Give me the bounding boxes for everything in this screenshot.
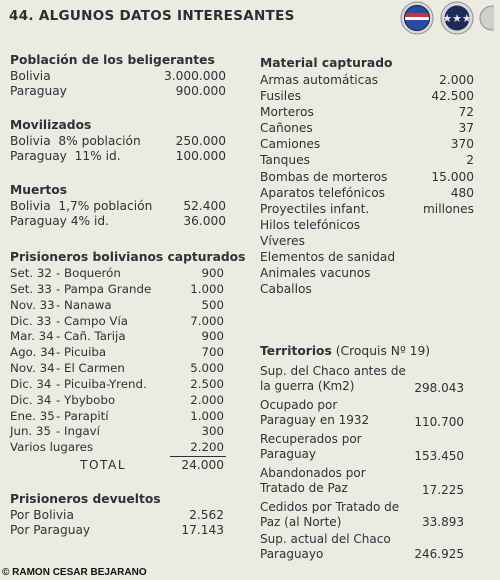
row-label: Por Paraguay <box>10 523 91 538</box>
row-value: 15.000 <box>431 169 474 184</box>
prisoner-date: Mar. 34 <box>10 329 54 344</box>
page-title: 44. ALGUNOS DATOS INTERESANTES <box>9 8 295 24</box>
list-item <box>10 345 226 361</box>
list-item <box>10 298 226 314</box>
devueltos-section <box>10 491 226 538</box>
section-title: Prisioneros devueltos <box>10 492 161 507</box>
row-label: Paraguay <box>10 84 67 98</box>
row-label: Armas automáticas <box>260 73 379 87</box>
data-row <box>260 217 474 233</box>
left-column <box>10 52 246 538</box>
territorios-section <box>260 343 474 562</box>
row-label: Abandonados por Tratado de Paz <box>260 466 366 496</box>
data-row <box>10 214 226 229</box>
copyright-credit: © RAMON CESAR BEJARANO <box>2 567 147 578</box>
row-label: Caballos <box>260 282 312 297</box>
data-row <box>260 104 474 120</box>
prisoner-date: Dic. 34 <box>10 392 52 407</box>
row-value: 370 <box>450 137 474 152</box>
data-row <box>260 249 474 265</box>
row-label: Víveres <box>260 233 306 248</box>
section-title: Material capturado <box>260 56 393 70</box>
row-value: 2.562 <box>189 508 224 523</box>
total-value: 24.000 <box>181 458 224 473</box>
row-label: Sup. actual del Chaco Paraguayo <box>260 532 391 562</box>
prisoner-count: 7.000 <box>190 313 224 328</box>
data-row <box>10 149 226 164</box>
row-value: 33.893 <box>422 515 464 529</box>
row-label: Bolivia 8% población <box>10 134 141 148</box>
prisoner-place: - Pampa Grande <box>56 281 152 296</box>
row-value: 153.450 <box>414 449 464 463</box>
varios-label: Varios lugares <box>10 440 94 455</box>
right-column <box>260 55 474 562</box>
prisoner-count: 900 <box>201 266 224 280</box>
data-row <box>260 364 474 396</box>
row-label: Aparatos telefónicos <box>260 185 386 200</box>
partial-seal-icon <box>480 6 494 30</box>
total-row <box>10 457 226 474</box>
prisoner-date: Nov. 33 <box>10 297 55 312</box>
prisoner-place: - Campo Vía <box>56 313 128 328</box>
prisoner-place: - Cañ. Tarija <box>56 329 126 344</box>
row-label: Cañones <box>260 121 313 136</box>
data-row <box>260 169 474 185</box>
row-label: Cedidos por Tratado de Paz (al Norte) <box>260 500 400 530</box>
prisoner-count: 500 <box>201 297 224 312</box>
prisoner-date: Set. 32 <box>10 266 52 280</box>
row-label: Fusiles <box>260 89 302 104</box>
data-row <box>260 532 474 562</box>
poblacion-section <box>10 52 226 99</box>
data-row <box>260 152 474 168</box>
row-label: Morteros <box>260 105 314 120</box>
list-item <box>10 266 226 282</box>
row-value: 480 <box>450 185 474 200</box>
prisoner-place: - Ingaví <box>56 424 100 439</box>
row-value: 17.143 <box>181 523 224 538</box>
prisoner-count: 700 <box>201 345 224 360</box>
row-label: Sup. del Chaco antes de la guerra (Km2) <box>260 364 406 394</box>
row-value: 246.925 <box>414 547 464 561</box>
territorios-title: Territorios <box>260 344 332 358</box>
data-row <box>260 466 474 498</box>
territorios-subtitle: (Croquis Nº 19) <box>335 344 431 358</box>
data-row <box>10 134 226 149</box>
prisoner-count: 2.500 <box>190 376 224 391</box>
list-item <box>10 329 226 345</box>
data-row <box>10 508 226 523</box>
row-value: 42.500 <box>431 89 474 104</box>
row-label: Paraguay 11% id. <box>10 149 121 163</box>
row-label: Bombas de morteros <box>260 169 388 184</box>
prisoner-place: - Picuiba <box>56 345 107 360</box>
row-value: 2 <box>466 153 474 168</box>
header-logos <box>400 1 494 35</box>
list-item <box>10 361 226 377</box>
prisoner-count: 1.000 <box>190 408 224 423</box>
row-value: 100.000 <box>175 149 226 163</box>
list-item <box>10 314 226 330</box>
row-label: Tanques <box>260 153 310 168</box>
svg-text:★★★: ★★★ <box>442 12 472 25</box>
section-title <box>260 343 474 359</box>
list-item <box>10 409 226 425</box>
prisoner-count: 2.000 <box>190 392 224 407</box>
data-row <box>260 233 474 249</box>
prisoner-place: - Boquerón <box>56 266 121 280</box>
row-value: 37 <box>458 121 474 136</box>
data-row <box>260 136 474 152</box>
prisoner-date: Ene. 35 <box>10 408 55 423</box>
prisoner-place: - Nanawa <box>56 297 112 312</box>
data-row <box>260 281 474 297</box>
data-row <box>260 500 474 530</box>
row-value: 110.700 <box>414 415 464 429</box>
three-stars-seal-icon <box>441 2 473 34</box>
row-value: 900.000 <box>175 84 226 98</box>
prisioneros-section <box>10 249 246 474</box>
row-label: Ocupado por Paraguay en 1932 <box>260 398 370 428</box>
prisoner-place: - Parapití <box>56 408 109 423</box>
prisoner-place: - Picuiba-Yrend. <box>56 376 147 391</box>
row-value: 36.000 <box>183 214 226 228</box>
section-title: Prisioneros bolivianos capturados <box>10 250 246 264</box>
section-title: Movilizados <box>10 118 92 132</box>
data-row <box>260 72 474 88</box>
row-label: Paraguay 4% id. <box>10 214 109 228</box>
row-label: Elementos de sanidad <box>260 250 396 265</box>
row-value: 72 <box>458 105 474 120</box>
section-title: Muertos <box>10 183 68 197</box>
varios-value: 2.200 <box>190 440 224 455</box>
prisoner-date: Ago. 34 <box>10 345 56 360</box>
prisoner-count: 300 <box>201 424 224 439</box>
row-value: millones <box>422 201 474 216</box>
row-value: 298.043 <box>414 381 464 395</box>
material-section <box>260 55 474 297</box>
prisoner-date: Dic. 34 <box>10 376 52 391</box>
prisoner-date: Jun. 35 <box>10 424 51 439</box>
data-row <box>260 432 474 464</box>
row-label: Animales vacunos <box>260 266 371 281</box>
prisoner-place: - Ybybobo <box>56 392 116 407</box>
movilizados-section <box>10 117 226 164</box>
muertos-section <box>10 182 226 229</box>
data-row <box>260 88 474 104</box>
prisoner-date: Nov. 34 <box>10 361 55 376</box>
data-row <box>260 185 474 201</box>
total-label: TOTAL <box>80 458 127 473</box>
row-label: Bolivia <box>10 69 51 83</box>
prisoner-count: 900 <box>201 329 224 344</box>
row-label: Proyectiles infant. <box>260 201 370 216</box>
prisoner-count: 5.000 <box>190 361 224 376</box>
row-value: 3.000.000 <box>163 69 226 83</box>
section-title: Población de los beligerantes <box>10 53 215 67</box>
data-row <box>260 398 474 430</box>
data-row <box>10 199 226 214</box>
data-row <box>260 120 474 136</box>
row-label: Hilos telefónicos <box>260 217 361 232</box>
data-row <box>260 265 474 281</box>
paraguay-flag-seal-icon <box>401 2 433 34</box>
list-item <box>10 440 226 456</box>
row-label: Recuperados por Paraguay <box>260 432 362 462</box>
row-label: Por Bolivia <box>10 508 74 523</box>
row-label: Camiones <box>260 137 321 152</box>
row-value: 52.400 <box>183 199 226 213</box>
row-value: 17.225 <box>422 483 464 497</box>
list-item <box>10 393 226 409</box>
data-row <box>10 69 226 84</box>
data-row <box>260 201 474 217</box>
row-label: Bolivia 1,7% población <box>10 199 153 213</box>
prisoner-place: - El Carmen <box>56 361 125 376</box>
prisoner-count: 1.000 <box>190 281 224 296</box>
prisoner-date: Dic. 33 <box>10 313 52 328</box>
row-value: 2.000 <box>439 73 474 87</box>
data-row <box>10 523 226 538</box>
row-value: 250.000 <box>175 134 226 148</box>
list-item <box>10 424 226 440</box>
list-item <box>10 282 226 298</box>
data-row <box>10 84 226 99</box>
prisoner-date: Set. 33 <box>10 281 52 296</box>
list-item <box>10 377 226 393</box>
